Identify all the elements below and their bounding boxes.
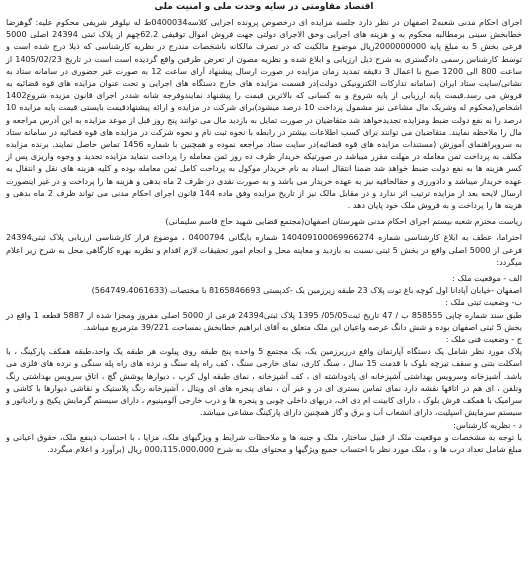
notice-title: اقتصاد مقاومتی در سایه وحدت ملی و امنیت ملی bbox=[154, 2, 374, 12]
section-heading-expert-opinion: د - نظریه کارشناس: bbox=[453, 419, 522, 430]
registration-status-text: طبق سند شماره چاپی 858555 ب / 47 تاریخ ثبت05/05/ 1395 پلاک ثبتی24394 فرعی از 5000 اصلی مفروز ومجزا شده از 5887 قطعه 1 واقع در بخش 5 ثبتی اصفهان بوده و شش دانگ عرصه واعیان این ملک متعلق به آقای ابراهیم خطابخش بمساحت 39/221 مترمربع میباشد. bbox=[6, 309, 522, 332]
section-heading-location: الف - موقعیت ملک : bbox=[452, 273, 522, 284]
section-heading-registration: ب- وضعیت ثبتی ملک : bbox=[445, 297, 522, 308]
expert-opinion-text: با توجه به مشخصات و موقعیت ملک از قبیل ساختار، ملک و جنبه ها و ملاحظات شرایط و ویژگیهای ملک، مزایا ، با احتساب ذینفع ملک، حقوق اعیانی و مبلغ شامل تعداد درب ها و ، ملک مورد نظر با احتساب جمیع ویژگیها و محتوای ملک به شرح 000،115،000،000 ریال (برآورد و اعلام میگردد. bbox=[6, 431, 522, 454]
expert-assignment-paragraph: احتراما، عطف به ابلاغ کارشناسی شماره 140409100069966274 شماره بایگانی 0400794 ، موضوع قرار کارشناسی ارزیابی پلاک ثبتی24394 فرعی از 5000 اصلی واقع در بخش 5 ثبتی نسبت به بازدید و معاینه محل و انجام امور تحقیقات لازم اقدام و نظریه بهره کارگاهی محل به شرح زیر اعلام میگردد: bbox=[6, 232, 523, 267]
property-location-text: اصفهان -خیابان آپادانا اول کوچه باغ توت پلاک 23 طبقه زیرزمین یک -کدپستی 8165846693 با مختصات (564749،4061633) bbox=[91, 285, 522, 296]
auction-announcement-paragraph: اجرای احکام مدنی شعبه2 اصفهان در نظر دارد جلسه مزایده ای درخصوص پرونده اجرایی کلاسه0400034ط له نیلوفر شریفی محکوم علیه: گوهرضا خطابخش سینی برمطالبه محکوم به و هزینه های اجرایی وحق الاجرای دولتی جهت فروش اموال توقیفی 62.2چهم از پلاک ثبتی 24394 اصلی 5000 فرعی بخش 5 به مبلغ پایه 2000000000ریال موضوع مالکیت که در تصرف مالکانه باشخصات مندرج در نظریه کارشناسی که ذیلا درج شده است و توسط کارشناس رسمی دادگستری به شرح ذیل ارزیابی و ابلاغ شده و نظریه مصون از تعرض طرفین واقع گردیده است است در تاریخ 1405/02/23 از ساعت 800 الی 1200 صبح با اعمال 3 دقیقه تمدید زمان مزایده در صورت ارسال پیشنهاد آرای ساعت 12 به صورت غیر حضوری در سامانه ستاد به نشانی/سایت ستاد ایران (سامانه تدارکات الکترونیکی دولت)در قسمت مزایده های خارج دستگاه های اجرایی و تحت عنوان مزایده های قوه قضائیه به فروش می رسد.قیمت پایه ارزیابی از پایه شروع و به کسانی که بالاترین قیمت را پیشنهاد نمایندوفرجه شانه شددر اجرای قانون مزیده شروع1402 اشخاص(محکوم له وشریک مال مشاعی نیز مشمول پرداخت 10 درصد میشود)برای شرکت در مزایده و ارائه پیشنهادقیمت بایستی قیمت پایه مزایده 10 درصد را به نفع دولت ضبط ومزایده تجدیدخواهد شد متقاضیان در صورت تمایل به بازدید مال می توانند پنج روز قبل از موعد مزایده به این آدرس مراجعه و مال را ملاحظه نمایند. متقاضیان می توانند برای کسب اطلاعات بیشتر در رابطه با نحوه ثبت نام و نحوه شرکت در مزایده های قوه قضائیه در سامانه ستاد به سرویراهنمای آموزش (مستندات مزایده های قوه قضائیه)در سایت ستاد مراجعه نموده و همچنین با شماره 1456 تماس حاصل نمایند. برنده مزایده مکلف به پرداخت ثمن معامله در مهلت مقرر میباشد در صورتیکه خریدار ظرف ده روز ثمن معامله را پرداخت ننماید مزایده تجدید و وجوه واریزی پس از کسر هزینه ها به نفع دولت ضبط خواهد شد ضمنا انتقال اسناد به نام خریدار موکول به پرداخت کامل ثمن معامله بوده و کلیه هزینه های نقل و انتقال به عهده خریدار میباشد و دادورزی و حقالحاقیه نیز به عهده خریدار می باشد و به صورت نقدی در ظرف 2 ماه بدهی و هزینه ها را پرداخت و در غیر اینصورت ارسال لایحه بعد از مزایده ترتیب اثر ندارد و در مقابل مالک نیز از تاریخ مزایده وفق ماده 144 قانون اجرای احکام مدنی می تواند ظرف 2 ماه بدهی و هزینه ها را پرداخت و به فروش ملک خود پایان دهد . bbox=[6, 17, 523, 211]
court-branch-address-line: رياست محترم شعبه بیستم اجرای احکام مدنی شهرستان اصفهان(مجتمع قضایی شهید حاج قاسم سلیمانی) bbox=[165, 216, 522, 227]
technical-description-text: پلاک مورد نظر شامل یک دستگاه آپارتمان واقع درزیرزمین یک، یک مجتمع 5 واحده پنج طبقه روی پیلوت هر طبقه یک واحد،طبقه همکف پارکینگ ، با اسکلت بتنی و سقف تیرچه بلوک با قدمت 15 سال ، سنگ کاری، نمای خارجی سنگ ، کف راه پله سنگ و نرده های راه پله سنگی و نرده های فلزی می باشد. آشپزخانه وسرویس بهداشتی آشپزخانه ای پادوداشته ای ، کف آشپزخانه ، نمای طبقه اول کرپ ، دیوارها پوشش گچ ، اتاق سرویس بهداشتی رنگ وتلفن ، ای هم در اتاقها نقشه دارد نمای تماس بستری ای در و غیر آن ، نمای پنجره های ای ویتال ، آشپزخانه رنگ پلاستیک و نقاشی دیوارها با کاشی و سرامیک با همکف فرش بلوک ، دارای کابینت ام دی اف، دربهای داخلی چوبی و پنجره ها و درب خارجی آلومینیوم ، دارای سیستم گرمایش پکیج و رادیاتور و سیستم سرمایش اسپلیت، دارای انشعاب آب و برق و گاز همچنین دارای پارکینگ مشاعی میباشد. bbox=[6, 346, 522, 418]
section-heading-technical: ج - وضعیت فنی ملک : bbox=[445, 334, 522, 345]
